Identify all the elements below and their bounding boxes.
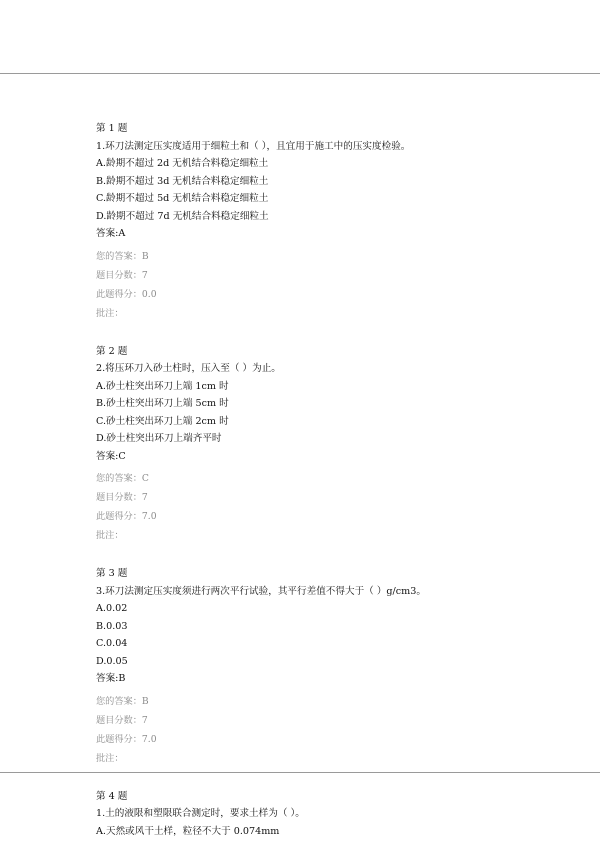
- question-stem: 1.环刀法测定压实度适用于细粒土和（ ），且宜用于施工中的压实度检验。: [96, 140, 411, 152]
- question-list: [96, 120, 566, 840]
- option-d: D.砂土柱突出环刀上端齐平时: [96, 433, 222, 444]
- top-divider: [0, 73, 600, 74]
- question-note: 批注：: [96, 307, 124, 319]
- question-stem: 1.土的液限和塑限联合测定时，要求土样为（ ）。: [96, 808, 305, 819]
- option-b: B.砂土柱突出环刀上端 5cm 时: [96, 398, 229, 409]
- correct-answer: 答案:C: [96, 450, 126, 462]
- correct-answer: 答案:A: [96, 228, 126, 239]
- earned-score: 此题得分：7.0: [96, 511, 157, 522]
- option-d: D.龄期不超过 7d 无机结合料稳定细粒土: [96, 210, 269, 222]
- earned-score: 此题得分：7.0: [96, 733, 157, 745]
- option-c: C.龄期不超过 5d 无机结合料稳定细粒土: [96, 193, 269, 204]
- question-3: [96, 565, 566, 768]
- question-title: 第 4 题: [96, 790, 128, 802]
- correct-answer: 答案:B: [96, 673, 126, 684]
- question-title: 第 2 题: [96, 345, 128, 357]
- question-score: 题目分数：7: [96, 269, 148, 281]
- question-1: [96, 120, 566, 323]
- option-c: C.砂土柱突出环刀上端 2cm 时: [96, 415, 229, 427]
- question-stem: 2.将压环刀入砂土柱时，压入至（ ）为止。: [96, 363, 281, 374]
- bottom-divider: [0, 772, 600, 773]
- question-title: 第 1 题: [96, 123, 128, 134]
- question-2: [96, 343, 566, 546]
- question-score: 题目分数：7: [96, 492, 148, 503]
- question-title: 第 3 题: [96, 568, 128, 579]
- option-a: A.天然或风干土样，粒径不大于 0.074mm: [96, 825, 280, 837]
- question-4: [96, 788, 566, 841]
- option-c: C.0.04: [96, 638, 128, 649]
- question-note: 批注：: [96, 752, 124, 764]
- your-answer: 您的答案：C: [96, 473, 149, 484]
- your-answer: 您的答案：B: [96, 695, 149, 707]
- earned-score: 此题得分：0.0: [96, 288, 157, 300]
- question-stem: 3.环刀法测定压实度须进行两次平行试验，其平行差值不得大于（ ）g/cm3。: [96, 585, 426, 597]
- option-b: B.0.03: [96, 620, 128, 632]
- option-a: A.龄期不超过 2d 无机结合料稳定细粒土: [96, 158, 269, 169]
- option-b: B.龄期不超过 3d 无机结合料稳定细粒土: [96, 175, 269, 187]
- option-d: D.0.05: [96, 655, 128, 667]
- your-answer: 您的答案：B: [96, 250, 149, 262]
- question-score: 题目分数：7: [96, 714, 148, 726]
- option-a: A.0.02: [96, 603, 128, 614]
- option-a: A.砂土柱突出环刀上端 1cm 时: [96, 380, 229, 392]
- question-note: 批注：: [96, 530, 124, 541]
